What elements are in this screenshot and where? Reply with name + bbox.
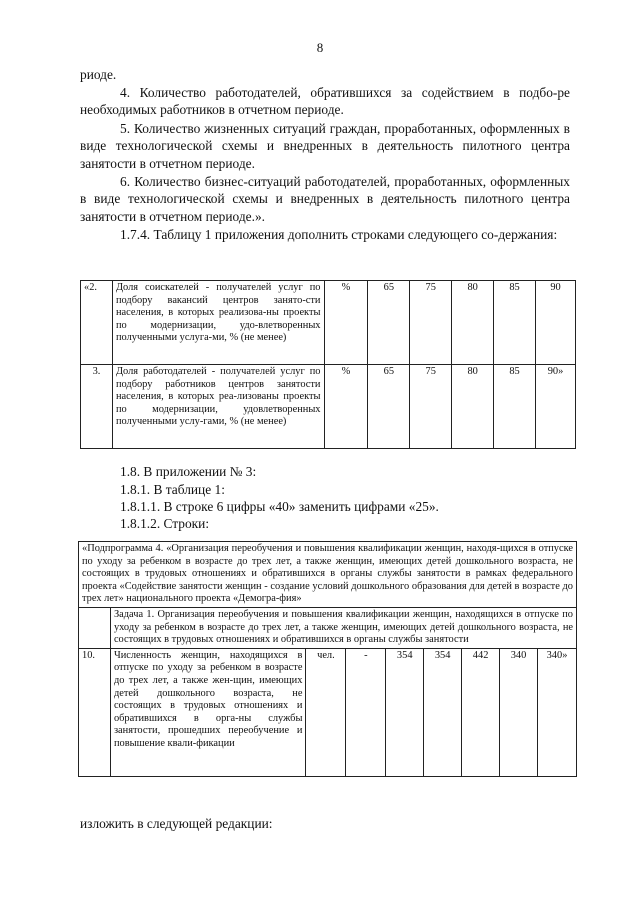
value-cell: 90» [536, 365, 576, 449]
unit-cell: чел. [306, 648, 346, 776]
subprogram-table [78, 541, 577, 777]
line-1-8-1-2: 1.8.1.2. Строки: [120, 516, 210, 531]
paragraph-item-5: 5. Количество жизненных ситуаций граждан, проработанных, оформленных в виде технологической схемы и внедренных в деятельность пилотного центра занятости в отчетном периоде. [80, 121, 570, 171]
closing-line: изложить в следующей редакции: [80, 816, 273, 831]
value-cell: 80 [452, 281, 494, 365]
paragraph-item-6: 6. Количество бизнес-ситуаций работодателей, проработанных, оформленных в виде технологической схемы и внедренных в деятельность пилотного центра занятости в отчетном периоде.». [80, 174, 570, 224]
value-cell: 354 [386, 648, 424, 776]
value-cell: 65 [368, 281, 410, 365]
value-cell: 75 [410, 365, 452, 449]
paragraph-continuation: риоде. [80, 67, 117, 82]
indicator-name: Численность женщин, находящихся в отпуске по уходу за ребенком в возрасте до трех лет, а также жен-щин, имеющих детей дошкольного возраста, не состоящих в трудовых отношениях и обратившихся в орга-ны службы занятости, прошедших переобучение и повышение квали-фикации [110, 648, 306, 776]
value-cell: 80 [452, 365, 494, 449]
value-cell: 90 [536, 281, 576, 365]
indicator-name: Доля работодателей - получателей услуг по подбору работников центров занятости населения, в которых реа-лизованы проекты по модернизации, удовлетворенных полученными услу-гами, % (не менее) [112, 365, 324, 449]
line-1-8-1: 1.8.1. В таблице 1: [120, 482, 225, 497]
value-cell: - [346, 648, 386, 776]
row-number: 3. [81, 365, 113, 449]
paragraph-1-7-4: 1.7.4. Таблицу 1 приложения дополнить строками следующего со-держания: [120, 227, 558, 242]
unit-cell: % [324, 281, 368, 365]
indicator-name: Доля соискателей - получателей услуг по подбору вакансий центров занято-сти населения, в которых реализова-ны проекты по модернизации, удо-влетворенных полученными услуга-ми, % (не менее) [112, 281, 324, 365]
subprogram-header-row [79, 542, 577, 608]
value-cell: 85 [494, 281, 536, 365]
empty-cell [79, 607, 111, 648]
line-1-8: 1.8. В приложении № 3: [120, 464, 257, 479]
page-number: 8 [316, 40, 324, 55]
task-title: Задача 1. Организация переобучения и повышения квалификации женщин, находящихся в отпуске по уходу за ребенком в возрасте до трех лет, а также женщин, имеющих детей дошкольного возраста, не состоящих в трудовых отношениях и обратившихся в органы службы занятости [110, 607, 576, 648]
subprogram-title: «Подпрограмма 4. «Организация переобучения и повышения квалификации женщин, находя-щихся в отпуске по уходу за ребенком в возрасте до трех лет, а также женщин, имеющих детей дошкольного возраста, не состоящих в трудовых отношениях и обратившихся в органы службы занятости в рамках федерального проекта «Содействие занятости женщин - создание условий дошкольного образования для детей в возрасте до трех лет» национального проекта «Демогра-фия» [79, 542, 577, 608]
table-row [81, 281, 576, 365]
row-number: «2. [81, 281, 113, 365]
unit-cell: % [324, 365, 368, 449]
value-cell: 340 [500, 648, 538, 776]
value-cell: 442 [462, 648, 500, 776]
table-row [79, 648, 577, 776]
indicators-table [80, 280, 576, 449]
task-row [79, 607, 577, 648]
value-cell: 354 [424, 648, 462, 776]
table-row [81, 365, 576, 449]
row-number: 10. [79, 648, 111, 776]
value-cell: 340» [538, 648, 577, 776]
value-cell: 65 [368, 365, 410, 449]
line-1-8-1-1: 1.8.1.1. В строке 6 цифры «40» заменить цифрами «25». [120, 499, 439, 514]
value-cell: 85 [494, 365, 536, 449]
value-cell: 75 [410, 281, 452, 365]
paragraph-item-4: 4. Количество работодателей, обратившихся за содействием в подбо-ре необходимых работников в отчетном периоде. [80, 85, 570, 118]
